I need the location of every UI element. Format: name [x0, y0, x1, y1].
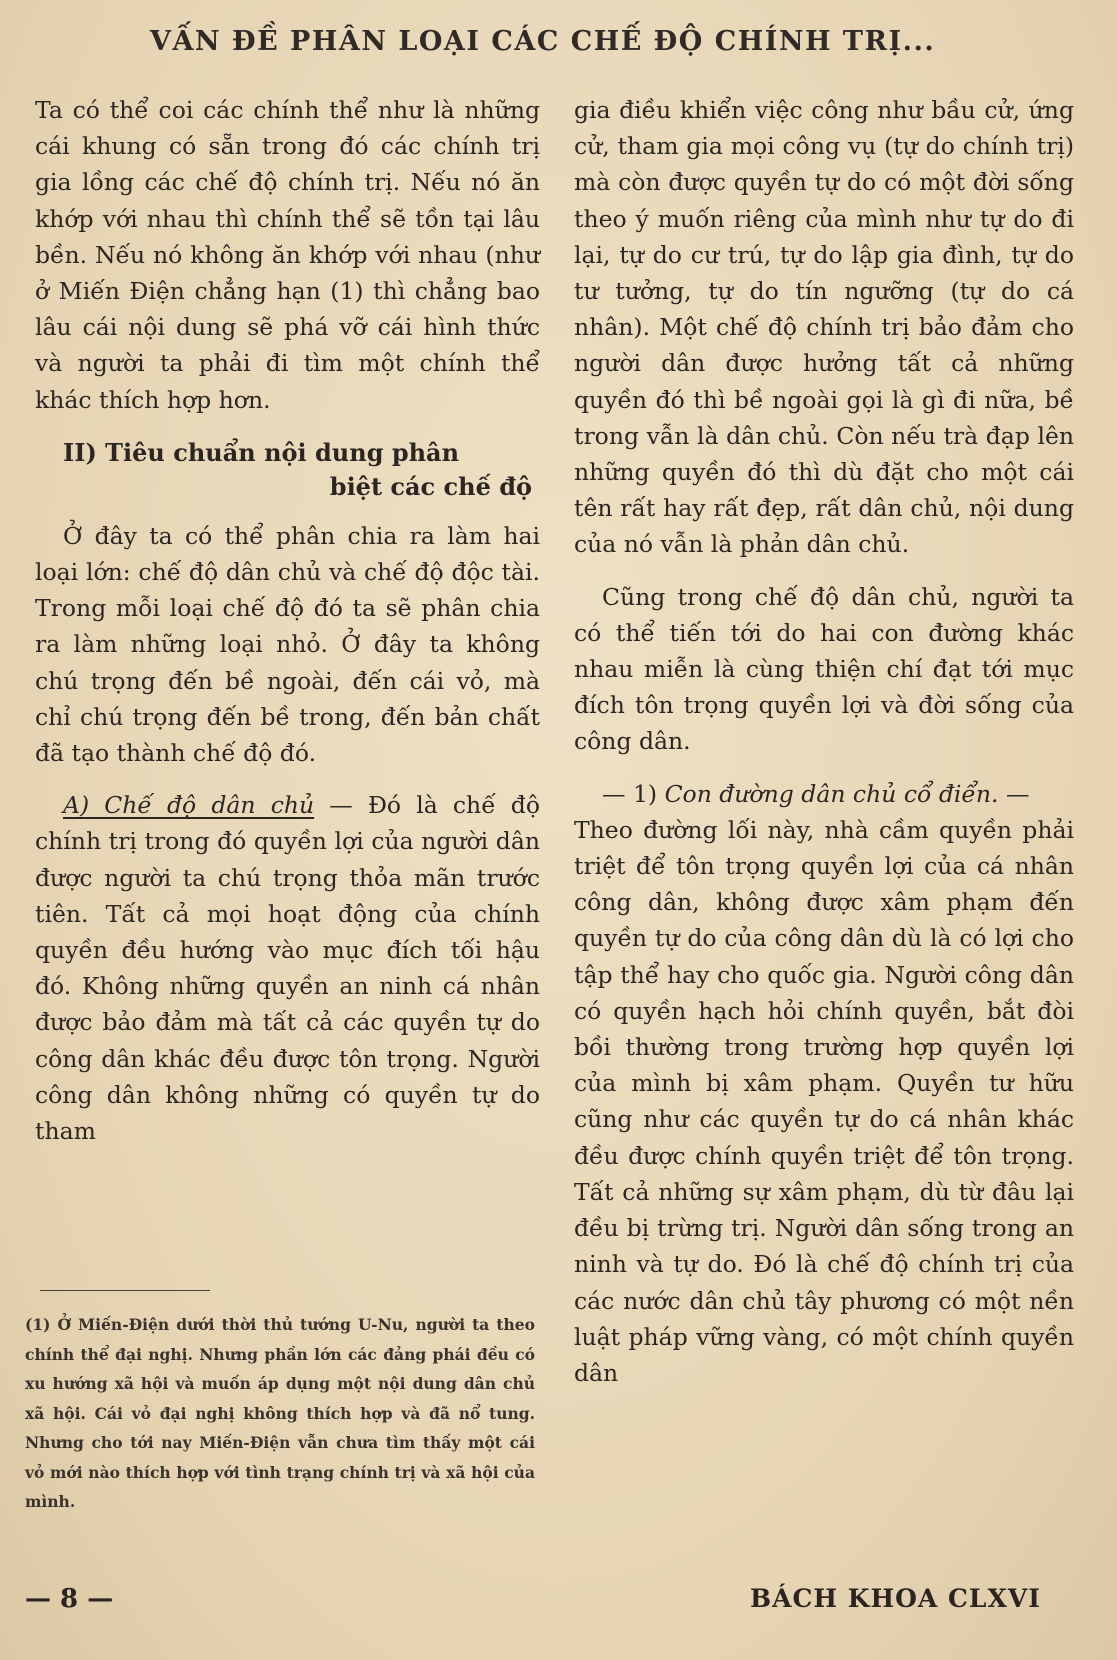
subheading-classical-title: Con đường dân chủ cổ điển. — [664, 779, 999, 808]
subheading-democracy: A) Chế độ dân chủ — [63, 791, 315, 820]
section-heading-ii — [35, 436, 540, 504]
section-heading-line-1: II) Tiêu chuẩn nội dung phân — [63, 437, 460, 467]
left-paragraph-1: Ta có thể coi các chính thể như là những cái khung có sẵn trong đó các chính trị gia lồng các chế độ chính trị. Nếu nó ăn khớp với nhau thì chính thể sẽ tồn tại lâu bền. Nếu nó không ăn khớp với nhau (như ở Miến Điện chẳng hạn (1) thì chẳng bao lâu cái nội dung sẽ phá vỡ cái hình thức và người ta phải đi tìm một chính thể khác thích hợp hơn. — [35, 96, 540, 414]
right-paragraph-1: gia điều khiển việc công như bầu cử, ứng cử, tham gia mọi công vụ (tự do chính trị) mà còn được quyền tự do có một đời sống theo ý muốn riêng của mình như tự do đi lại, tự do cư trú, tự do lập gia đình, tự do tư tưởng, tự do tín ngưỡng (tự do cá nhân). Một chế độ chính trị bảo đảm cho người dân được hưởng tất cả những quyền đó thì bề ngoài gọi là gì đi nữa, bề trong vẫn là dân chủ. Còn nếu trà đạp lên những quyền đó thì dù đặt cho một cái tên rất hay rất đẹp, rất dân chủ, nội dung của nó vẫn là phản dân chủ. — [574, 96, 1074, 559]
publication-name: BÁCH KHOA CLXVI — [750, 1584, 1041, 1613]
left-paragraph-2: Ở đây ta có thể phân chia ra làm hai loại lớn: chế độ dân chủ và chế độ độc tài. Trong mỗi loại chế độ đó ta sẽ phân chia ra làm những loại nhỏ. Ở đây ta không chú trọng đến bề ngoài, đến cái vỏ, mà chỉ chú trọng đến bề trong, đến bản chất đã tạo thành chế độ đó. — [35, 521, 540, 768]
left-column — [35, 92, 540, 1149]
subheading-prefix: — 1) — [602, 779, 665, 808]
subheading-suffix: — — [998, 779, 1030, 808]
page-number: — 8 — — [25, 1584, 114, 1614]
spacer — [574, 760, 1074, 776]
running-head: VẤN ĐỀ PHÂN LOẠI CÁC CHẾ ĐỘ CHÍNH TRỊ... — [150, 26, 936, 57]
right-paragraph-3: Theo đường lối này, nhà cầm quyền phải triệt để tôn trọng quyền lợi của cá nhân công dân, không được xâm phạm đến quyền tự do của công dân dù là có lợi cho tập thể hay cho quốc gia. Người công dân có quyền hạch hỏi chính quyền, bắt đòi bồi thường trong trường hợp quyền lợi của mình bị xâm phạm. Quyền tư hữu cũng như các quyền tự do cá nhân khác đều được chính quyền triệt để tôn trọng. Tất cả những sự xâm phạm, dù từ đâu lại đều bị trừng trị. Người dân sống trong an ninh và tự do. Đó là chế độ chính trị của các nước dân chủ tây phương có một nền luật pháp vững vàng, có một chính quyền dân — [574, 815, 1074, 1387]
spacer — [35, 771, 540, 787]
footnote: (1) Ở Miến-Điện dưới thời thủ tướng U-Nu, người ta theo chính thể đại nghị. Nhưng phần lớn các đảng phái đều có xu hướng xã hội và muốn áp dụng một nội dung dân chủ xã hội. Cái vỏ đại nghị không thích hợp và đã nổ tung. Nhưng cho tới nay Miến-Điện vẫn chưa tìm thấy một cái vỏ mới nào thích hợp với tình trạng chính trị và xã hội của mình. — [25, 1315, 535, 1511]
footnote-rule — [40, 1290, 210, 1291]
left-paragraph-3-text: — Đó là chế độ chính trị trong đó quyền lợi của người dân được người ta chú trọng thỏa mãn trước tiên. Tất cả mọi hoạt động của chính quyền đều hướng vào mục đích tối hậu đó. Không những quyền an ninh cá nhân được bảo đảm mà tất cả các quyền tự do công dân khác đều được tôn trọng. Người công dân không những có quyền tự do tham — [35, 791, 540, 1146]
right-subheading-classical — [574, 776, 1074, 812]
spacer — [574, 563, 1074, 579]
section-heading-line-2: biệt các chế độ — [329, 471, 532, 501]
right-paragraph-2: Cũng trong chế độ dân chủ, người ta có thể tiến tới do hai con đường khác nhau miễn là cùng thiện chí đạt tới mục đích tôn trọng quyền lợi và đời sống của công dân. — [574, 582, 1074, 756]
left-paragraph-3 — [35, 787, 540, 1149]
right-column — [574, 92, 1074, 1391]
